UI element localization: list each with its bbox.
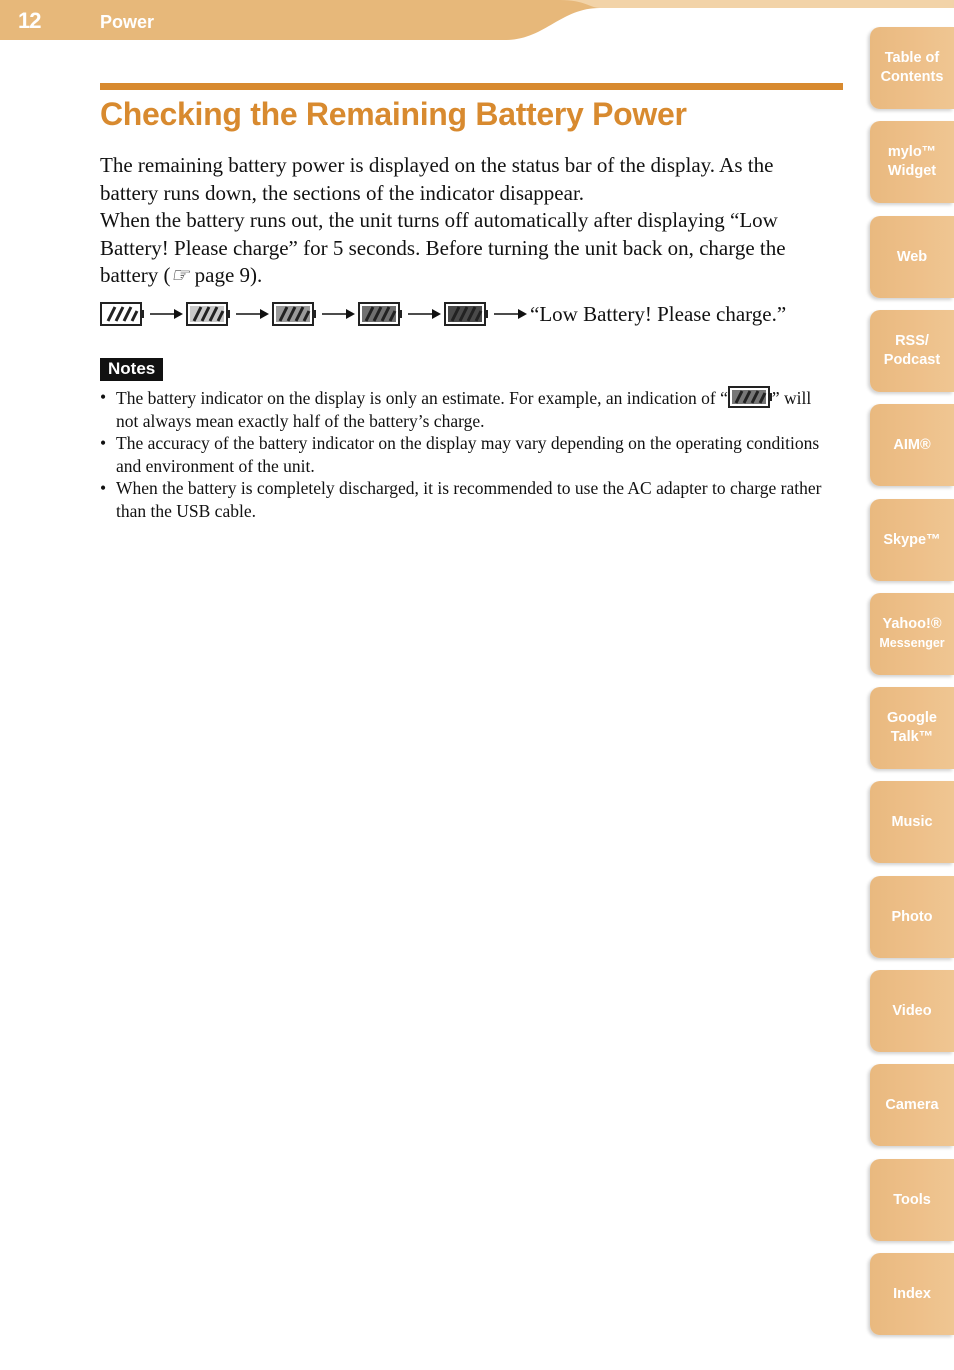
battery-level-1-icon: [358, 302, 402, 326]
battery-half-icon: [728, 386, 772, 408]
tab-label-line-1: Music: [891, 813, 933, 830]
tab-label: [883, 531, 940, 550]
battery-sequence: [100, 300, 786, 328]
tab-label-line-2: Messenger: [879, 636, 945, 650]
battery-level-4-icon: [100, 302, 144, 326]
bullet: •: [100, 387, 107, 407]
tab-video[interactable]: [870, 970, 954, 1052]
tab-tools[interactable]: [870, 1159, 954, 1241]
tab-label: [891, 908, 932, 927]
tab-label-line-2: Widget: [887, 163, 937, 179]
page-ref-link[interactable]: page 9).: [189, 263, 263, 287]
arrow-right-icon: [234, 307, 270, 321]
bullet: •: [100, 478, 107, 498]
title-rule: [100, 83, 843, 90]
battery-level-0-icon: [444, 302, 488, 326]
tab-aim[interactable]: [870, 404, 954, 486]
tab-rss[interactable]: [870, 310, 954, 392]
tab-label-line-1: mylo™: [887, 144, 937, 160]
body-text: [100, 152, 830, 290]
page-number: 12: [18, 8, 41, 33]
body-paragraph-2: [100, 207, 830, 290]
low-battery-message: “Low Battery! Please charge.”: [530, 301, 787, 326]
battery-level-3-icon: [186, 302, 230, 326]
arrow-right-icon: [320, 307, 356, 321]
tab-label: [893, 436, 930, 455]
battery-level-2-icon: [272, 302, 316, 326]
notes-label: Notes: [100, 358, 163, 381]
tab-label-line-1: Camera: [885, 1096, 939, 1113]
tab-label: [884, 332, 940, 370]
tab-label-line-2: Contents: [880, 69, 944, 85]
tab-label: [893, 1191, 931, 1210]
tab-label-line-1: Index: [893, 1285, 931, 1302]
tab-label: [888, 143, 936, 181]
list-item: [100, 432, 830, 477]
tab-web[interactable]: [870, 216, 954, 298]
tab-label: [893, 1285, 931, 1304]
tab-label: [891, 813, 932, 832]
list-item: [100, 477, 830, 522]
note-2-text: The accuracy of the battery indicator on the display may vary depending on the operating conditions and environment of the unit.: [116, 433, 820, 476]
note-3-text: When the battery is completely discharged, it is recommended to use the AC adapter to charge rather than the USB cable.: [116, 478, 822, 521]
pointing-hand-icon: ☞: [170, 263, 190, 287]
section-name: Power: [100, 12, 155, 32]
tab-label: [881, 49, 944, 87]
note-1-text-after: ” will not always mean exactly half of the battery’s charge.: [116, 388, 812, 431]
page-title: Checking the Remaining Battery Power: [100, 96, 687, 132]
arrow-right-icon: [148, 307, 184, 321]
tab-photo[interactable]: [870, 876, 954, 958]
tab-label: [885, 1096, 938, 1115]
tab-camera[interactable]: [870, 1064, 954, 1146]
tab-label-line-1: AIM®: [893, 436, 931, 453]
arrow-right-icon: [492, 307, 528, 321]
body-paragraph-1: The remaining battery power is displayed on the status bar of the display. As the battery runs down, the sections of the indicator disappear.: [100, 153, 774, 205]
tab-label-line-2: Podcast: [883, 352, 941, 368]
tab-label-line-1: RSS/: [895, 333, 929, 349]
tab-label-line-1: Video: [892, 1002, 932, 1019]
tab-index[interactable]: [870, 1253, 954, 1335]
notes-list: [100, 386, 830, 522]
tab-label-line-1: Tools: [893, 1191, 931, 1208]
tab-label: [879, 615, 944, 653]
tab-label: [892, 1002, 931, 1021]
tab-google[interactable]: [870, 687, 954, 769]
tab-table-of[interactable]: [870, 27, 954, 109]
tab-label-line-1: Skype™: [883, 531, 941, 548]
tab-label-line-1: Google: [887, 710, 937, 726]
tab-label-line-2: Talk™: [890, 729, 934, 745]
note-1-text-before: The battery indicator on the display is only an estimate. For example, an indication of “: [116, 388, 728, 408]
bullet: •: [100, 433, 107, 453]
tab-label-line-1: Yahoo!®: [882, 616, 942, 632]
tab-label-line-1: Photo: [891, 908, 933, 925]
body-paragraph-2-text: When the battery runs out, the unit turns off automatically after displaying “Low Battery! Please charge” for 5 seconds. Before turning the unit back on, charge the battery (: [100, 208, 786, 287]
tab-skype[interactable]: [870, 499, 954, 581]
tab-music[interactable]: [870, 781, 954, 863]
tab-label: [897, 248, 927, 267]
arrow-right-icon: [406, 307, 442, 321]
tab-mylo[interactable]: [870, 121, 954, 203]
tab-label-line-1: Web: [896, 248, 928, 265]
header-bar: [0, 0, 954, 40]
list-item: [100, 386, 830, 432]
tab-label-line-1: Table of: [884, 50, 940, 66]
tab-yahoo[interactable]: [870, 593, 954, 675]
tab-label: [887, 709, 937, 747]
